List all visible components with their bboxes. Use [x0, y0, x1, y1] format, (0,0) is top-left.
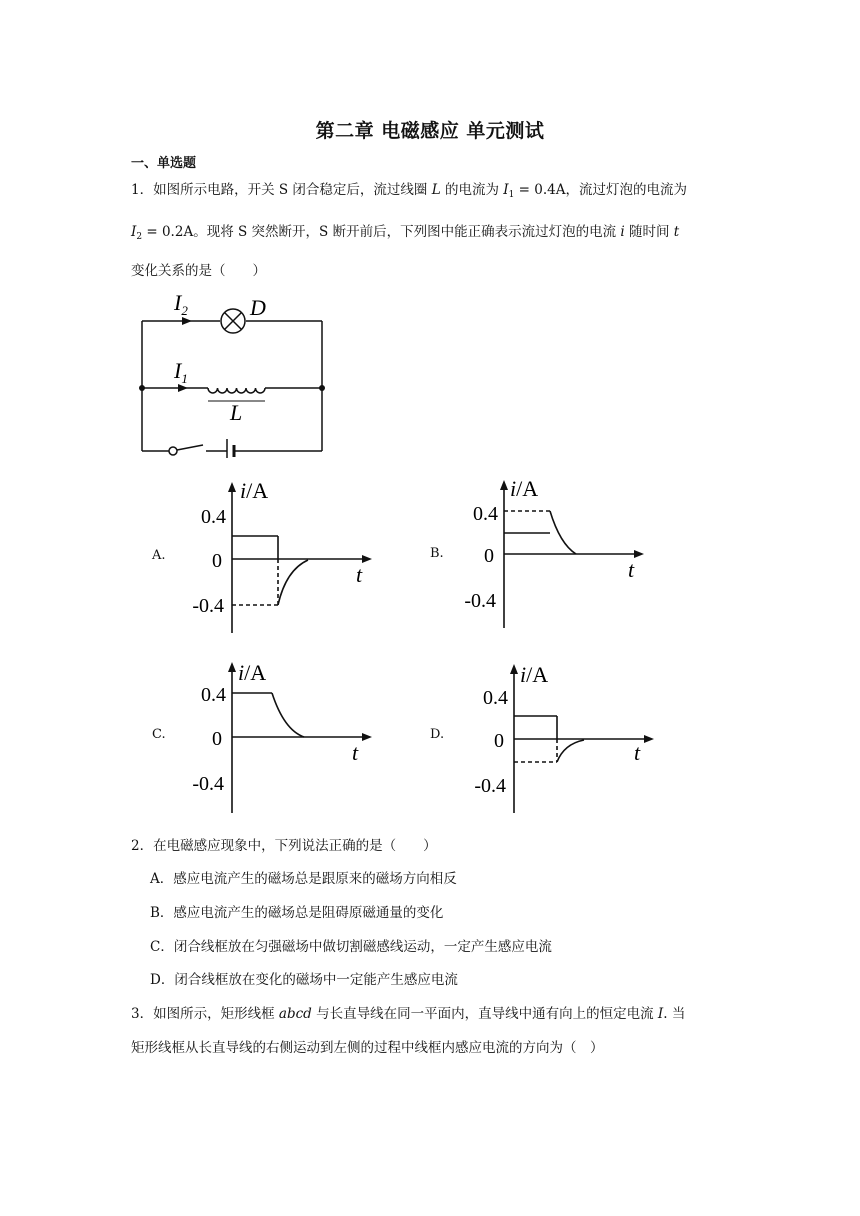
label-D: D	[250, 295, 266, 320]
graph-a-ylabel: i/A	[240, 478, 269, 503]
graph-d-tick-bot: -0.4	[474, 775, 506, 797]
graph-option-a	[180, 478, 380, 638]
circuit-diagram	[130, 288, 340, 458]
graph-d-tick-top: 0.4	[483, 687, 508, 709]
graph-b-xlabel: t	[628, 557, 635, 582]
graph-a-xlabel: t	[356, 562, 363, 587]
label-I2: $I_2$	[174, 290, 188, 318]
label-L: L	[230, 400, 243, 425]
option-c-label: C.	[152, 727, 166, 742]
graph-a-tick-top: 0.4	[201, 506, 226, 528]
q1-line-2: $I_2 = 0.2A$。现将 S 突然断开，S 断开前后，下列图中能正确表示流过灯泡的电流 i 随时间 t	[131, 224, 680, 242]
graph-d-ylabel: i/A	[520, 662, 549, 687]
graph-b-tick-bot: -0.4	[464, 590, 496, 612]
q3-line-2: 矩形线框从长直导线的右侧运动到左侧的过程中线框内感应电流的方向为（ ）	[131, 1040, 604, 1056]
graph-c-xlabel: t	[352, 740, 359, 765]
q2-stem: 2．在电磁感应现象中，下列说法正确的是（ ）	[131, 838, 437, 854]
graph-a-tick-mid: 0	[212, 550, 222, 572]
graph-b-tick-mid: 0	[484, 545, 494, 567]
graph-c-ylabel: i/A	[238, 660, 267, 685]
label-I1: $I_1$	[174, 358, 188, 386]
graph-c-tick-mid: 0	[212, 728, 222, 750]
option-b-label: B.	[430, 546, 444, 561]
graph-b-ylabel: i/A	[510, 476, 539, 501]
q2-option-d: D．闭合线框放在变化的磁场中一定能产生感应电流	[150, 972, 458, 988]
q2-option-a: A．感应电流产生的磁场总是跟原来的磁场方向相反	[150, 871, 457, 887]
q2-option-b: B．感应电流产生的磁场总是阻碍原磁通量的变化	[150, 905, 444, 921]
graph-a-tick-bot: -0.4	[192, 595, 224, 617]
graph-c-tick-bot: -0.4	[192, 773, 224, 795]
graph-option-d	[462, 660, 662, 820]
graph-b-tick-top: 0.4	[473, 503, 498, 525]
graph-d-tick-mid: 0	[494, 730, 504, 752]
option-a-label: A.	[152, 548, 166, 563]
q2-option-c: C．闭合线框放在匀强磁场中做切割磁感线运动，一定产生感应电流	[150, 939, 552, 955]
graph-c-tick-top: 0.4	[201, 684, 226, 706]
q1-line-1: 1．如图所示电路，开关 S 闭合稳定后，流过线圈 L 的电流为 $I_1 = 0.4A$，流过灯泡的电流为	[131, 182, 687, 200]
page-title: 第二章 电磁感应 单元测试	[315, 120, 545, 142]
q3-line-1: 3．如图所示，矩形线框 abcd 与长直导线在同一平面内，直导线中通有向上的恒定电流 I. 当	[131, 1006, 686, 1022]
option-d-label: D.	[430, 727, 445, 742]
graph-option-b	[452, 476, 652, 636]
q1-line-3: 变化关系的是（ ）	[131, 263, 266, 279]
section-heading: 一、单选题	[131, 156, 197, 171]
graph-option-c	[180, 658, 380, 818]
graph-d-xlabel: t	[634, 740, 641, 765]
